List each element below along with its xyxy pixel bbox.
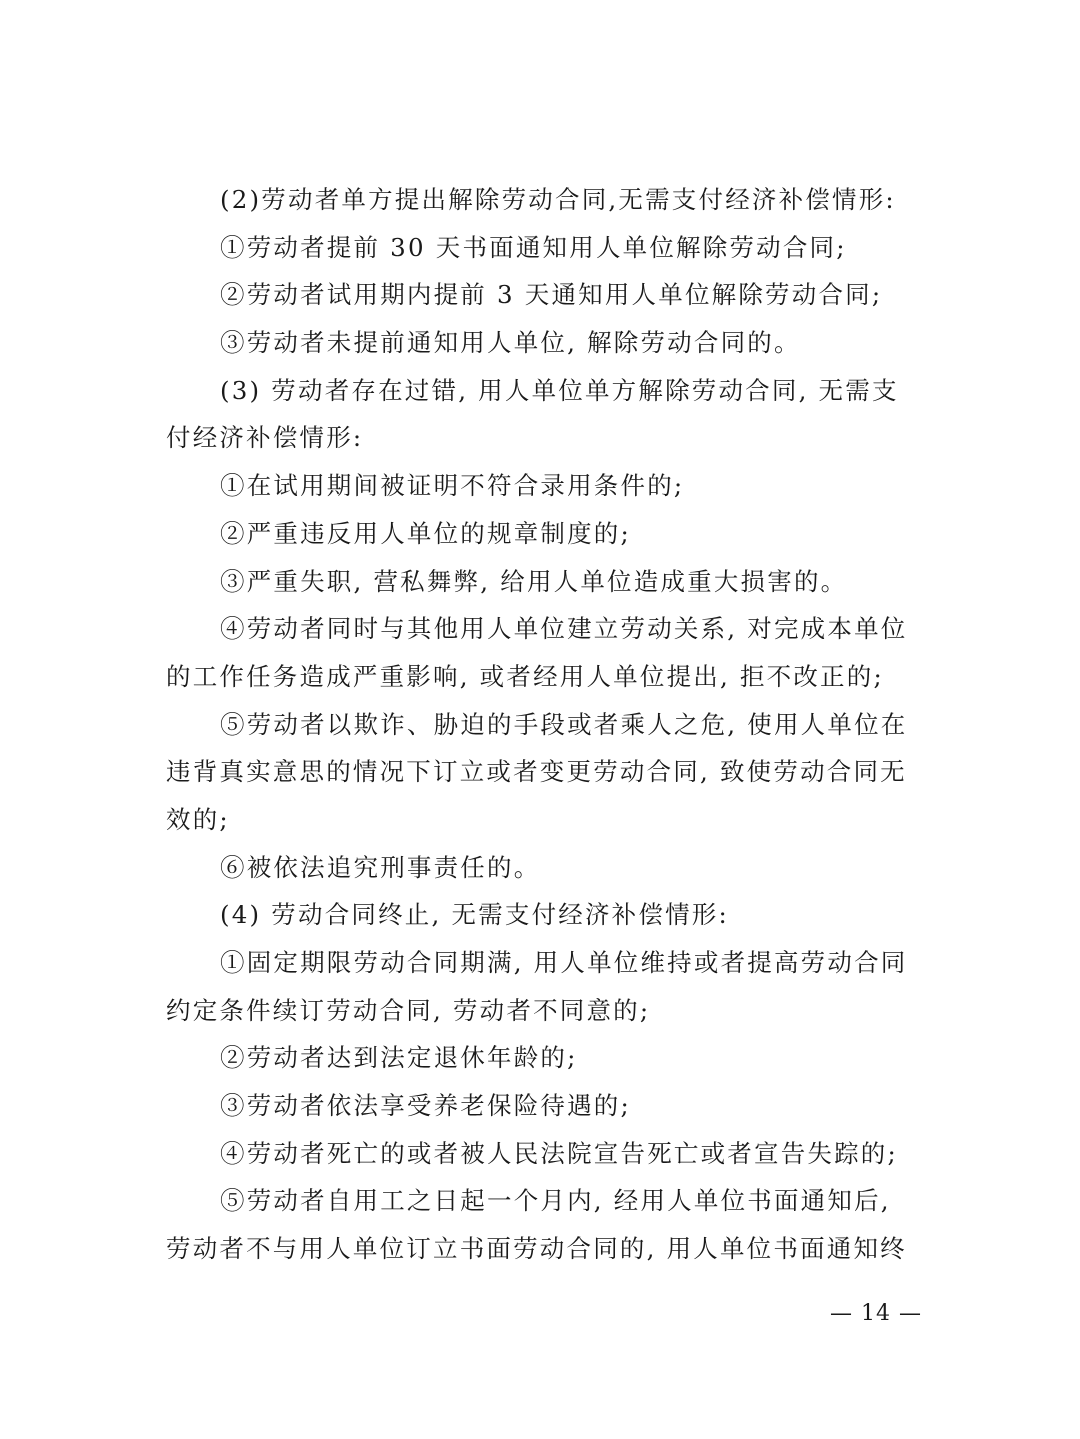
paragraph-line: ①在试用期间被证明不符合录用条件的;: [220, 471, 685, 501]
paragraph-line: 违背真实意思的情况下订立或者变更劳动合同, 致使劳动合同无: [166, 757, 907, 787]
paragraph-line: 约定条件续订劳动合同, 劳动者不同意的;: [166, 995, 651, 1025]
paragraph-line: ②劳动者达到法定退休年龄的;: [220, 1043, 578, 1073]
paragraph-line: ②严重违反用人单位的规章制度的;: [220, 518, 631, 548]
paragraph-line: ③劳动者依法享受养老保险待遇的;: [220, 1091, 631, 1121]
paragraph-line: 效的;: [166, 804, 230, 834]
paragraph-line: (4) 劳动合同终止, 无需支付经济补偿情形:: [220, 900, 729, 930]
paragraph-line: ⑥被依法追究刑事责任的。: [220, 852, 541, 882]
paragraph-line: (2)劳动者单方提出解除劳动合同,无需支付经济补偿情形:: [220, 185, 896, 214]
page-number: — 14 —: [830, 1301, 922, 1326]
paragraph-line: ④劳动者死亡的或者被人民法院宣告死亡或者宣告失踪的;: [220, 1138, 898, 1168]
paragraph-line: ①劳动者提前 30 天书面通知用人单位解除劳动合同;: [220, 232, 847, 262]
paragraph-line: ①固定期限劳动合同期满, 用人单位维持或者提高劳动合同: [220, 948, 908, 977]
paragraph-line: 付经济补偿情形:: [166, 423, 364, 453]
paragraph-line: 的工作任务造成严重影响, 或者经用人单位提出, 拒不改正的;: [166, 661, 884, 691]
paragraph-line: ⑤劳动者以欺诈、胁迫的手段或者乘人之危, 使用人单位在: [220, 709, 908, 739]
paragraph-line: 劳动者不与用人单位订立书面劳动合同的, 用人单位书面通知终: [166, 1234, 907, 1264]
document-body: [166, 176, 926, 1273]
paragraph-line: ③劳动者未提前通知用人单位, 解除劳动合同的。: [220, 328, 801, 358]
paragraph-line: ②劳动者试用期内提前 3 天通知用人单位解除劳动合同;: [220, 280, 883, 310]
paragraph-line: ③严重失职, 营私舞弊, 给用人单位造成重大损害的。: [220, 566, 848, 596]
paragraph-line: ⑤劳动者自用工之日起一个月内, 经用人单位书面通知后,: [220, 1186, 891, 1216]
paragraph-line: (3) 劳动者存在过错, 用人单位单方解除劳动合同, 无需支: [220, 375, 899, 405]
paragraph-line: ④劳动者同时与其他用人单位建立劳动关系, 对完成本单位: [220, 614, 908, 644]
